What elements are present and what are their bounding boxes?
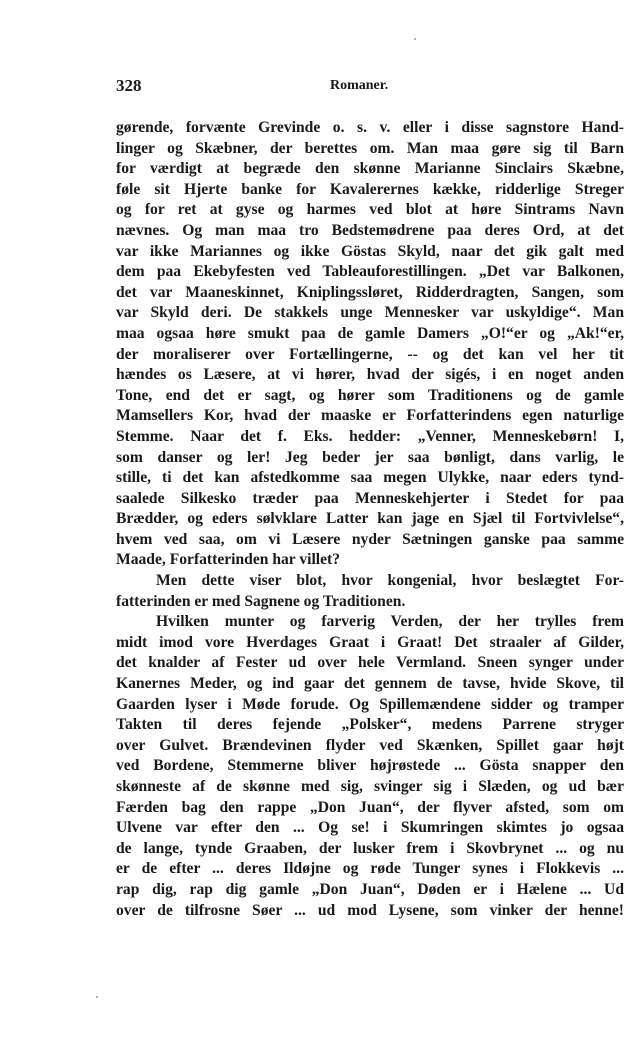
- text-line: var Skyld deri. De stakkels unge Mennesker var uskyldige“. Man: [116, 304, 624, 322]
- body-text: [116, 118, 624, 921]
- paragraph-end-line: Maade, Forfatterinden har villet?: [116, 551, 341, 569]
- text-line: Tone, end det er sagt, og hører som Traditionens og de gamle: [116, 386, 624, 404]
- text-line: Færden bag den rappe „Don Juan“, der flyver afsted, som om: [116, 798, 624, 816]
- text-line: Ulvene var efter den ... Og se! i Skumringen skimtes jo ogsaa: [116, 819, 624, 837]
- text-line: saalede Silkesko træder paa Menneskehjerter i Stedet for paa: [116, 489, 624, 507]
- text-line: er de efter ... deres Ildøjne og røde Tunger synes i Flokkevis ...: [116, 860, 624, 878]
- text-line: stille, ti det kan afstedkomme saa megen Ulykke, naar eders tynd-: [116, 469, 624, 487]
- text-line: Gaarden lyser i Møde forude. Og Spillemændene sidder og tramper: [116, 695, 624, 713]
- paper-speck: [414, 38, 416, 40]
- text-line: maa ogsaa høre smukt paa de gamle Damers „O!“er og „Ak!“er,: [116, 324, 624, 342]
- text-line: over de tilfrosne Søer ... ud mod Lysene, som vinker der henne!: [116, 901, 624, 919]
- text-line: Brædder, og eders sølvklare Latter kan jage en Sjæl til Fortvivlelse“,: [116, 510, 624, 528]
- paper-speck: [96, 996, 98, 998]
- text-line: føle sit Hjerte banke for Kavalerernes kække, ridderlige Streger: [116, 180, 624, 198]
- text-line: over Gulvet. Brændevinen flyder ved Skænken, Spillet gaar højt: [116, 736, 624, 754]
- text-line: der moraliserer over Fortællingerne, -- og det kan vel her tit: [116, 345, 624, 363]
- text-line: Takten til deres fejende „Polsker“, medens Parrene stryger: [116, 716, 624, 734]
- text-line: hændes os Læsere, at vi hører, hvad der sigés, i en noget anden: [116, 366, 624, 384]
- text-line: midt imod vore Hverdages Graat i Graat! Det straaler af Gilder,: [116, 633, 624, 651]
- text-line: ved Bordene, Stemmerne bliver højrøstede ... Gösta snapper den: [116, 757, 624, 775]
- text-line: Mamsellers Kor, hvad der maaske er Forfatterindens egen naturlige: [116, 407, 624, 425]
- running-title: Romaner.: [330, 78, 389, 93]
- text-line: de lange, tynde Graaben, der lusker frem i Skovbrynet ... og nu: [116, 839, 624, 857]
- text-line: Stemme. Naar det f. Eks. hedder: „Venner, Menneskebørn! I,: [116, 427, 624, 445]
- text-line: rap dig, rap dig gamle „Don Juan“, Døden er i Hælene ... Ud: [116, 880, 624, 898]
- text-line: hvem ved saa, om vi Læsere nyder Sætningen ganske paa samme: [116, 530, 624, 548]
- text-line: og for ret at gyse og harmes ved blot at høre Sintrams Navn: [116, 201, 624, 219]
- text-line: for værdigt at begræde den skønne Marianne Sinclairs Skæbne,: [116, 160, 624, 178]
- text-line: var ikke Mariannes og ikke Göstas Skyld, naar det gik galt med: [116, 242, 624, 260]
- text-line: dem paa Ekebyfesten ved Tableauforestillingen. „Det var Balkonen,: [116, 263, 624, 281]
- text-line: Kanernes Meder, og ind gaar det gennem de tavse, hvide Skove, til: [116, 675, 624, 693]
- text-line: nævnes. Og man maa tro Bedstemødrene paa deres Ord, at det: [116, 221, 624, 239]
- text-line: skønneste af de skønne med sig, svinger sig i Slæden, og ud bær: [116, 778, 624, 795]
- text-line: det knalder af Fester ud over hele Vermland. Sneen synger under: [116, 654, 624, 672]
- text-line: som danser og ler! Jeg beder jer saa bønligt, dans varlig, le: [116, 448, 624, 466]
- text-line: linger og Skæbner, der berettes om. Man maa gøre sig til Barn: [116, 139, 624, 157]
- text-line: gørende, forvænte Grevinde o. s. v. eller i disse sagnstore Hand-: [116, 119, 624, 136]
- paragraph-start-line: Hvilken munter og farverig Verden, der her trylles frem: [156, 613, 624, 631]
- page-header: [116, 76, 624, 96]
- paragraph-start-line: Men dette viser blot, hvor kongenial, hvor beslægtet For-: [156, 572, 624, 590]
- text-line: det var Maaneskinnet, Kniplingssløret, Ridderdragten, Sangen, som: [116, 283, 624, 301]
- paragraph-end-line: fatterinden er med Sagnene og Traditionen.: [116, 592, 406, 610]
- page-number: 328: [116, 76, 142, 95]
